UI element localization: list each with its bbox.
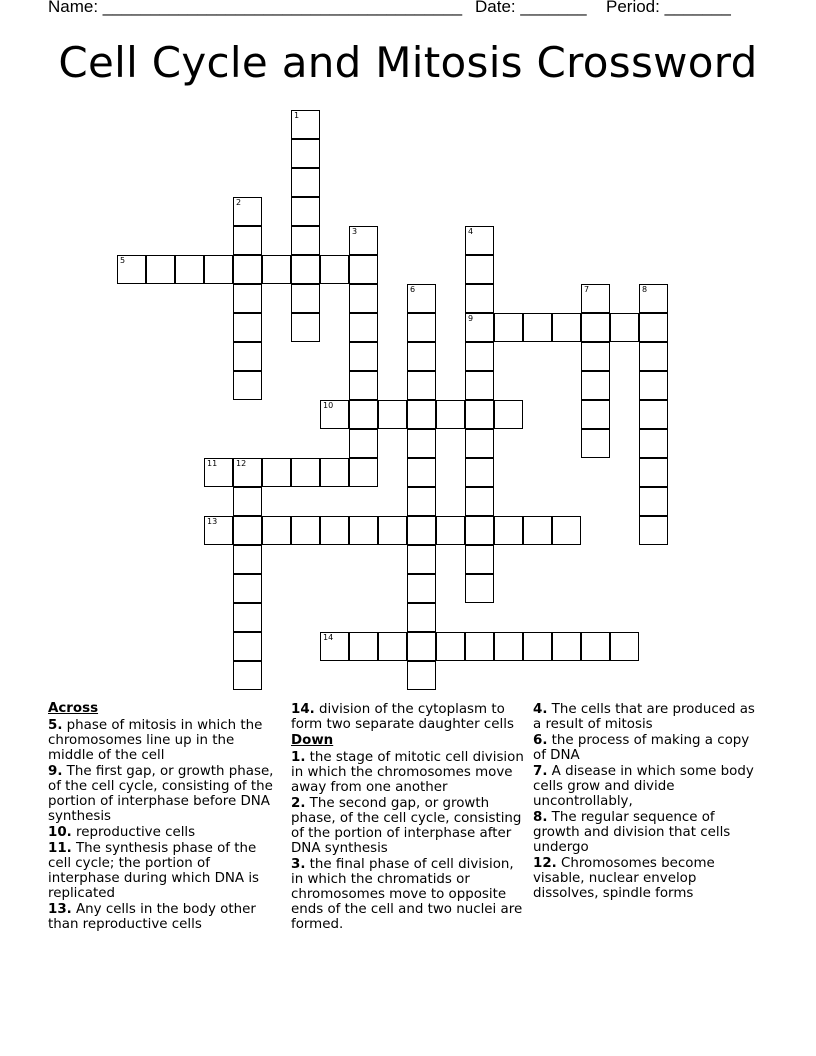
cell-number: 3 bbox=[352, 227, 358, 236]
grid-cell[interactable] bbox=[320, 255, 349, 284]
clue-column-2 bbox=[291, 702, 526, 933]
clue-column-1 bbox=[48, 701, 278, 933]
grid-cell[interactable] bbox=[349, 284, 378, 313]
grid-cell[interactable] bbox=[407, 313, 436, 342]
clue-item: 11. The synthesis phase of the cell cycle; the portion of interphase during which DNA is replicated bbox=[48, 841, 260, 901]
cell-number: 1 bbox=[294, 111, 300, 120]
grid-cell[interactable] bbox=[581, 342, 610, 371]
grid-cell[interactable] bbox=[320, 458, 349, 487]
clue-item: 13. Any cells in the body other than reproductive cells bbox=[48, 902, 256, 932]
grid-cell[interactable] bbox=[233, 313, 262, 342]
grid-cell[interactable] bbox=[349, 516, 378, 545]
grid-cell[interactable] bbox=[465, 342, 494, 371]
grid-cell[interactable] bbox=[291, 458, 320, 487]
grid-cell[interactable] bbox=[639, 487, 668, 516]
grid-cell[interactable] bbox=[639, 400, 668, 429]
cell-number: 12 bbox=[236, 459, 247, 468]
grid-cell[interactable] bbox=[639, 516, 668, 545]
clue-item: 9. The first gap, or growth phase, of the cell cycle, consisting of the portion of interphase before DNA synthesis bbox=[48, 764, 274, 824]
grid-cell[interactable] bbox=[349, 429, 378, 458]
grid-cell[interactable] bbox=[407, 400, 436, 429]
grid-cell[interactable] bbox=[465, 632, 494, 661]
grid-cell[interactable] bbox=[465, 255, 494, 284]
grid-cell[interactable] bbox=[494, 313, 523, 342]
grid-cell[interactable] bbox=[233, 458, 262, 487]
grid-cell[interactable] bbox=[320, 516, 349, 545]
grid-cell[interactable] bbox=[349, 255, 378, 284]
clue-item: 10. reproductive cells bbox=[48, 825, 196, 840]
clue-item: 12. Chromosomes become visable, nuclear envelop dissolves, spindle forms bbox=[533, 856, 715, 901]
grid-cell[interactable] bbox=[581, 400, 610, 429]
grid-cell[interactable] bbox=[233, 632, 262, 661]
grid-cell[interactable] bbox=[349, 632, 378, 661]
page-title: Cell Cycle and Mitosis Crossword bbox=[58, 38, 758, 87]
grid-cell[interactable] bbox=[523, 632, 552, 661]
grid-cell[interactable] bbox=[494, 632, 523, 661]
grid-cell[interactable] bbox=[465, 284, 494, 313]
grid-cell[interactable] bbox=[639, 371, 668, 400]
grid-cell[interactable] bbox=[465, 400, 494, 429]
grid-cell[interactable] bbox=[233, 284, 262, 313]
clue-item: 14. division of the cytoplasm to form two separate daughter cells bbox=[291, 702, 514, 732]
down-heading: Down bbox=[291, 733, 334, 748]
grid-cell[interactable] bbox=[436, 400, 465, 429]
grid-cell[interactable] bbox=[378, 516, 407, 545]
grid-cell[interactable] bbox=[407, 487, 436, 516]
grid-cell[interactable] bbox=[639, 284, 668, 313]
grid-cell[interactable] bbox=[204, 516, 233, 545]
grid-cell[interactable] bbox=[233, 342, 262, 371]
grid-cell[interactable] bbox=[407, 545, 436, 574]
grid-cell[interactable] bbox=[262, 458, 291, 487]
cell-number: 13 bbox=[207, 517, 218, 526]
grid-cell[interactable] bbox=[552, 313, 581, 342]
clue-item: 5. phase of mitosis in which the chromosomes line up in the middle of the cell bbox=[48, 718, 263, 763]
clue-item: 6. the process of making a copy of DNA bbox=[533, 733, 750, 763]
grid-cell[interactable] bbox=[291, 139, 320, 168]
grid-cell[interactable] bbox=[610, 632, 639, 661]
grid-cell[interactable] bbox=[407, 603, 436, 632]
grid-cell[interactable] bbox=[349, 400, 378, 429]
grid-cell[interactable] bbox=[291, 255, 320, 284]
cell-number: 14 bbox=[323, 633, 334, 642]
grid-cell[interactable] bbox=[262, 516, 291, 545]
grid-cell[interactable] bbox=[581, 313, 610, 342]
grid-cell[interactable] bbox=[291, 226, 320, 255]
grid-cell[interactable] bbox=[233, 226, 262, 255]
clue-item: 4. The cells that are produced as a result of mitosis bbox=[533, 702, 755, 732]
grid-cell[interactable] bbox=[233, 516, 262, 545]
clue-item: 7. A disease in which some body cells grow and divide uncontrollably, bbox=[533, 764, 754, 809]
grid-cell[interactable] bbox=[320, 400, 349, 429]
grid-cell[interactable] bbox=[204, 255, 233, 284]
grid-cell[interactable] bbox=[233, 545, 262, 574]
grid-cell[interactable] bbox=[465, 429, 494, 458]
cell-number: 9 bbox=[468, 314, 474, 323]
cell-number: 8 bbox=[642, 285, 648, 294]
cell-number: 5 bbox=[120, 256, 126, 265]
cell-number: 7 bbox=[584, 285, 590, 294]
grid-cell[interactable] bbox=[407, 371, 436, 400]
cell-number: 11 bbox=[207, 459, 218, 468]
grid-cell[interactable] bbox=[378, 632, 407, 661]
grid-cell[interactable] bbox=[233, 574, 262, 603]
across-heading: Across bbox=[48, 701, 99, 716]
grid-cell[interactable] bbox=[233, 371, 262, 400]
grid-cell[interactable] bbox=[523, 516, 552, 545]
grid-cell[interactable] bbox=[407, 632, 436, 661]
grid-cell[interactable] bbox=[465, 545, 494, 574]
grid-cell[interactable] bbox=[494, 400, 523, 429]
clue-column-3 bbox=[533, 702, 758, 902]
period-field-label[interactable]: Period: _______ bbox=[606, 0, 731, 16]
grid-cell[interactable] bbox=[233, 661, 262, 690]
grid-cell[interactable] bbox=[233, 603, 262, 632]
grid-cell[interactable] bbox=[581, 429, 610, 458]
grid-cell[interactable] bbox=[407, 429, 436, 458]
grid-cell[interactable] bbox=[378, 400, 407, 429]
grid-cell[interactable] bbox=[639, 429, 668, 458]
grid-cell[interactable] bbox=[233, 487, 262, 516]
grid-cell[interactable] bbox=[291, 110, 320, 139]
grid-cell[interactable] bbox=[581, 632, 610, 661]
grid-cell[interactable] bbox=[349, 313, 378, 342]
grid-cell[interactable] bbox=[436, 632, 465, 661]
grid-cell[interactable] bbox=[610, 313, 639, 342]
cell-number: 10 bbox=[323, 401, 334, 410]
grid-cell[interactable] bbox=[465, 516, 494, 545]
grid-cell[interactable] bbox=[436, 516, 465, 545]
clue-item: 8. The regular sequence of growth and division that cells undergo bbox=[533, 810, 731, 855]
grid-cell[interactable] bbox=[204, 458, 233, 487]
grid-cell[interactable] bbox=[465, 226, 494, 255]
grid-cell[interactable] bbox=[465, 574, 494, 603]
grid-cell[interactable] bbox=[465, 313, 494, 342]
grid-cell[interactable] bbox=[465, 371, 494, 400]
grid-cell[interactable] bbox=[407, 516, 436, 545]
grid-cell[interactable] bbox=[552, 516, 581, 545]
clue-item: 2. The second gap, or growth phase, of the cell cycle, consisting of the portion of interphase after DNA synthesis bbox=[291, 796, 522, 856]
grid-cell[interactable] bbox=[581, 371, 610, 400]
grid-cell[interactable] bbox=[407, 284, 436, 313]
cell-number: 4 bbox=[468, 227, 474, 236]
grid-cell[interactable] bbox=[175, 255, 204, 284]
grid-cell[interactable] bbox=[639, 458, 668, 487]
grid-cell[interactable] bbox=[291, 516, 320, 545]
name-field-label[interactable]: Name: ______________________________________ bbox=[48, 0, 463, 16]
grid-cell[interactable] bbox=[523, 313, 552, 342]
grid-cell[interactable] bbox=[465, 458, 494, 487]
grid-cell[interactable] bbox=[349, 458, 378, 487]
grid-cell[interactable] bbox=[639, 342, 668, 371]
grid-cell[interactable] bbox=[581, 284, 610, 313]
grid-cell[interactable] bbox=[639, 313, 668, 342]
cell-number: 6 bbox=[410, 285, 416, 294]
grid-cell[interactable] bbox=[291, 313, 320, 342]
clue-item: 1. the stage of mitotic cell division in which the chromosomes move away from one another bbox=[291, 750, 524, 795]
grid-cell[interactable] bbox=[465, 487, 494, 516]
grid-cell[interactable] bbox=[146, 255, 175, 284]
grid-cell[interactable] bbox=[233, 255, 262, 284]
grid-cell[interactable] bbox=[552, 632, 581, 661]
grid-cell[interactable] bbox=[407, 458, 436, 487]
grid-cell[interactable] bbox=[233, 197, 262, 226]
date-field-label[interactable]: Date: _______ bbox=[475, 0, 587, 16]
grid-cell[interactable] bbox=[407, 342, 436, 371]
grid-cell[interactable] bbox=[407, 661, 436, 690]
grid-cell[interactable] bbox=[117, 255, 146, 284]
grid-cell[interactable] bbox=[320, 632, 349, 661]
grid-cell[interactable] bbox=[349, 226, 378, 255]
grid-cell[interactable] bbox=[494, 516, 523, 545]
clue-item: 3. the final phase of cell division, in which the chromatids or chromosomes move to opposite ends of the cell and two nuclei are formed. bbox=[291, 857, 523, 932]
grid-cell[interactable] bbox=[349, 371, 378, 400]
cell-number: 2 bbox=[236, 198, 242, 207]
grid-cell[interactable] bbox=[291, 197, 320, 226]
grid-cell[interactable] bbox=[291, 284, 320, 313]
grid-cell[interactable] bbox=[291, 168, 320, 197]
grid-cell[interactable] bbox=[407, 574, 436, 603]
grid-cell[interactable] bbox=[349, 342, 378, 371]
grid-cell[interactable] bbox=[262, 255, 291, 284]
